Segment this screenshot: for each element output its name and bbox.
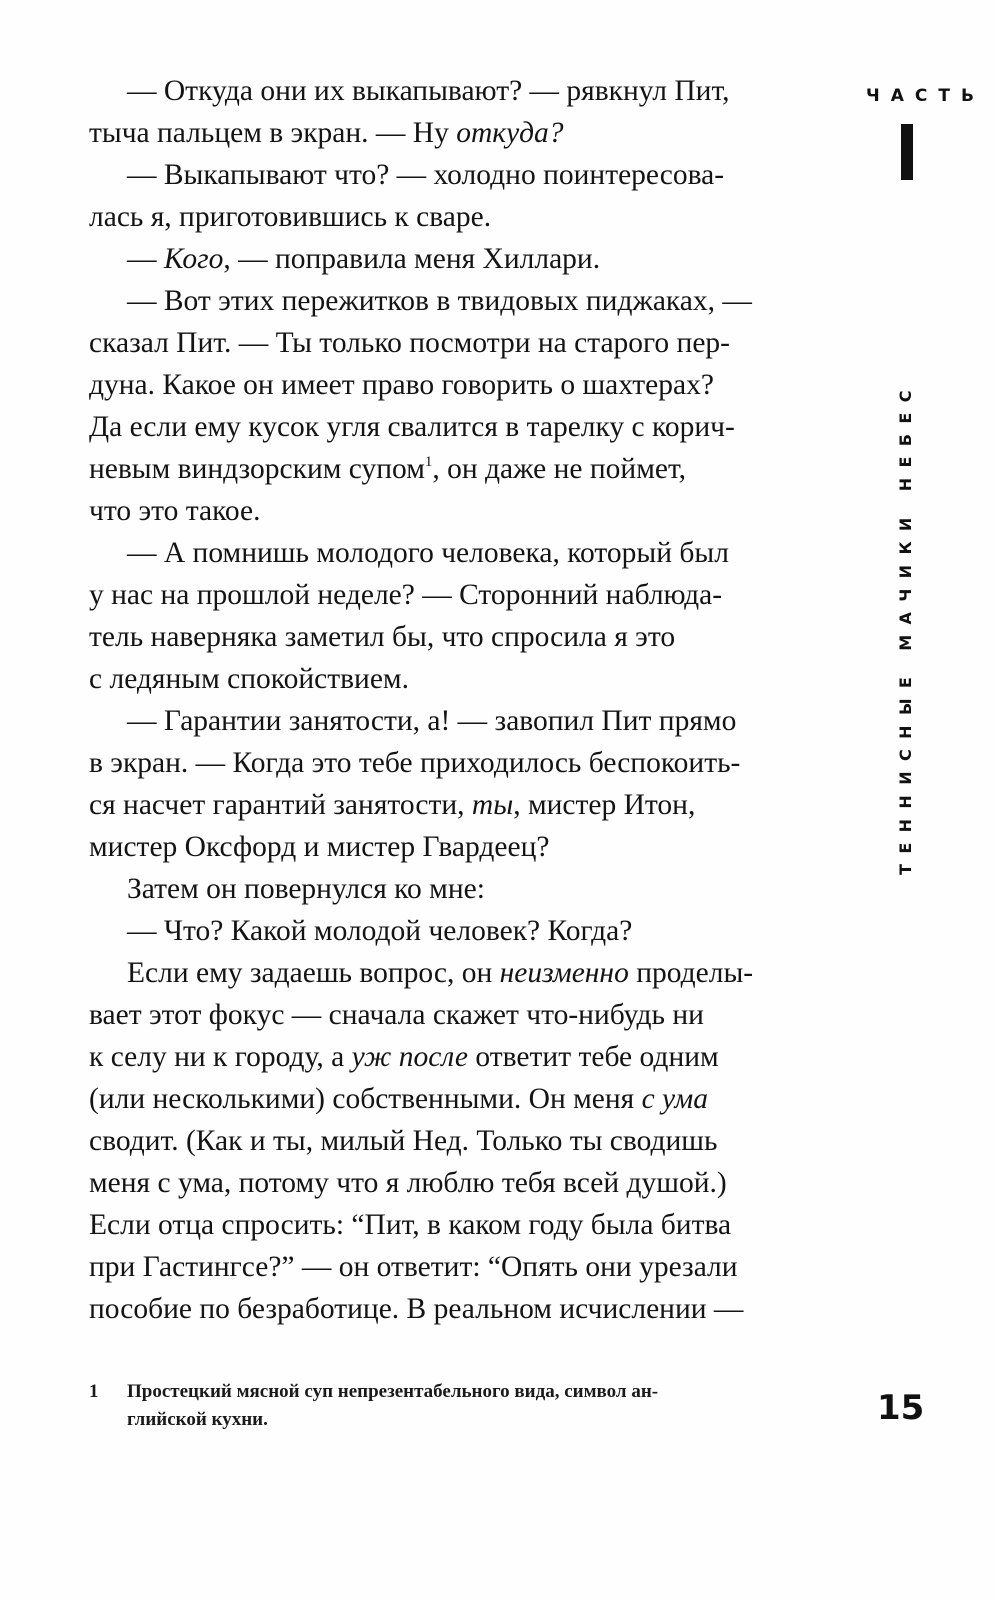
part-label: ЧАСТЬ <box>866 86 985 106</box>
text-line: у нас на прошлой неделе? — Сторонний наблюда- <box>89 579 723 611</box>
text-line: — Что? Какой молодой человек? Когда? <box>127 915 633 947</box>
text-line: тыча пальцем в экран. — Ну откуда? <box>89 117 564 149</box>
running-book-title: ТЕННИСНЫЕ МАЧИКИ НЕБЕС <box>896 380 915 875</box>
text-line: Да если ему кусок угля свалится в тарелку с корич- <box>89 411 735 443</box>
text-line: тель наверняка заметил бы, что спросила я это <box>89 621 676 653</box>
text-line: — Откуда они их выкапывают? — рявкнул Пит, <box>127 75 730 107</box>
text-line: — А помнишь молодого человека, который был <box>127 537 729 569</box>
text-line: вает этот фокус — сначала скажет что-нибудь ни <box>89 999 704 1031</box>
footnote <box>89 1378 819 1434</box>
footnote-line: глийской кухни. <box>127 1409 268 1430</box>
footnote-number: 1 <box>89 1381 99 1402</box>
text-line: меня с ума, потому что я люблю тебя всей душой.) <box>89 1167 727 1199</box>
text-line: к селу ни к городу, а уж после ответит тебе одним <box>89 1041 719 1073</box>
text-line: сводит. (Как и ты, милый Нед. Только ты сводишь <box>89 1125 718 1157</box>
part-number-bar <box>901 124 913 180</box>
text-line: ся насчет гарантий занятости, ты, мистер Итон, <box>89 789 696 821</box>
text-line: дуна. Какое он имеет право говорить о шахтерах? <box>89 369 714 401</box>
text-line: — Вот этих пережитков в твидовых пиджаках, — <box>127 285 752 317</box>
text-line: при Гастингсе?” — он ответит: “Опять они урезали <box>89 1251 738 1283</box>
main-text <box>89 70 824 1330</box>
text-line: с ледяным спокойствием. <box>89 663 409 695</box>
text-line: лась я, приготовившись к сваре. <box>89 201 492 233</box>
footnote-line: Простецкий мясной суп непрезентабельного вида, символ ан- <box>127 1381 659 1402</box>
text-line: мистер Оксфорд и мистер Гвардеец? <box>89 831 550 863</box>
text-line: Если отца спросить: “Пит, в каком году была битва <box>89 1209 732 1241</box>
footnote-text <box>127 1378 819 1434</box>
text-line: сказал Пит. — Ты только посмотри на старого пер- <box>89 327 731 359</box>
text-line: — Кого, — поправила меня Хиллари. <box>127 243 601 275</box>
text-line: в экран. — Когда это тебе приходилось беспокоить- <box>89 747 741 779</box>
text-line: невым виндзорским супом$^1$, он даже не поймет, <box>89 453 687 485</box>
text-line: Если ему задаешь вопрос, он неизменно проделы- <box>127 957 754 989</box>
text-line: — Выкапывают что? — холодно поинтересова- <box>127 159 725 191</box>
text-line: (или несколькими) собственными. Он меня с ума <box>89 1083 708 1115</box>
page-number: 15 <box>877 1388 925 1428</box>
text-line: — Гарантии занятости, а! — завопил Пит прямо <box>127 705 737 737</box>
footnote-ref: 1 <box>424 454 433 470</box>
text-line: пособие по безработице. В реальном исчислении — <box>89 1293 744 1325</box>
text-line: Затем он повернулся ко мне: <box>127 873 485 905</box>
text-line: что это такое. <box>89 495 261 527</box>
